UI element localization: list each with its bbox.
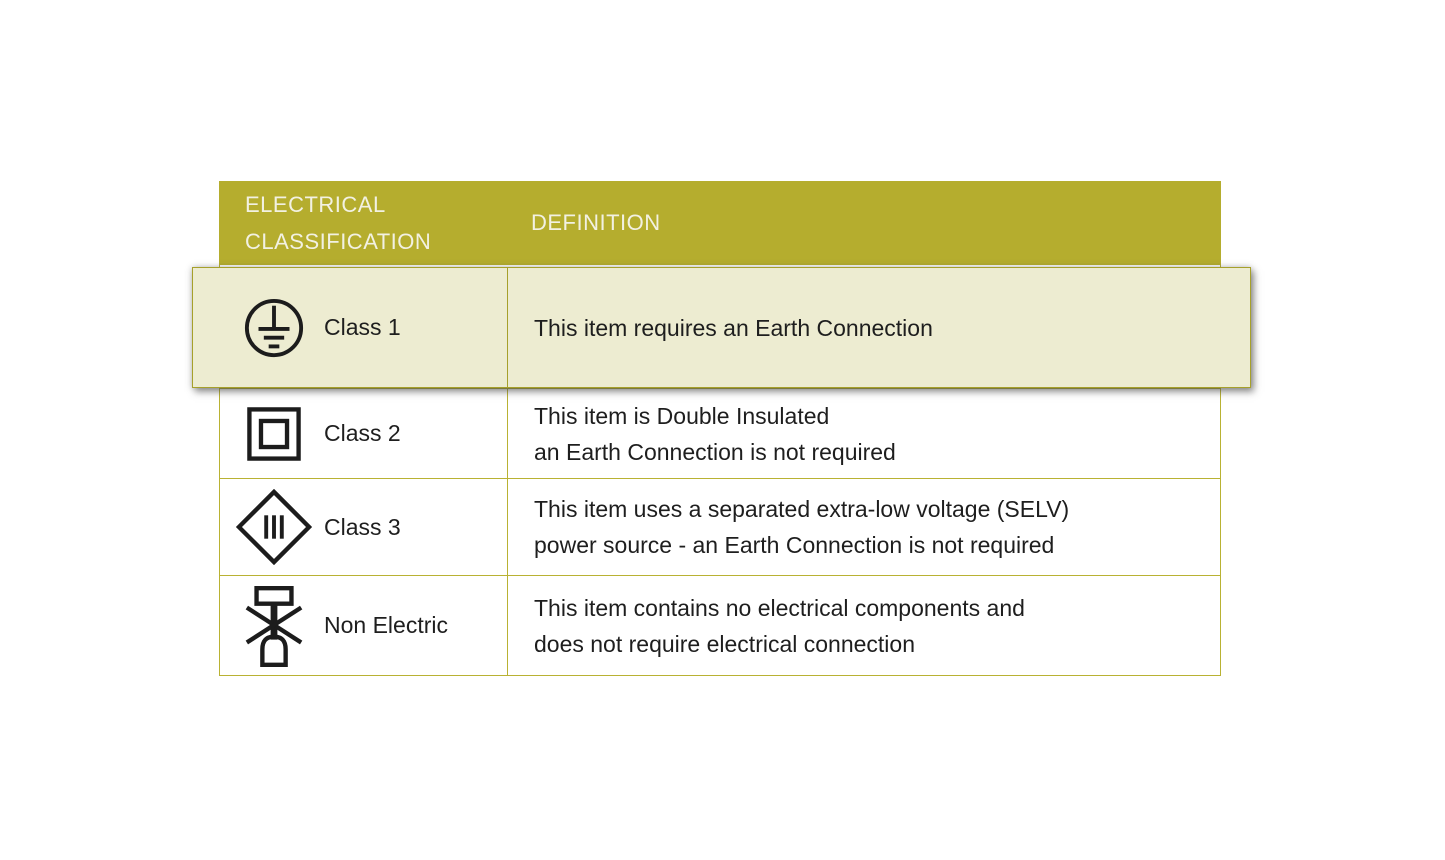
- class-cell: [193, 268, 507, 387]
- header-cell-definition: [506, 181, 1221, 265]
- definition-line: power source - an Earth Connection is not required: [534, 532, 1055, 558]
- definition-cell: [507, 268, 1250, 387]
- double-insulated-icon: [236, 407, 312, 461]
- definition-line: This item contains no electrical components and: [534, 594, 1025, 621]
- definition-cell: [507, 576, 1220, 675]
- earth-connection-icon: [236, 297, 312, 359]
- row-label: Class 1: [324, 314, 401, 340]
- class-cell: [220, 576, 507, 675]
- table-row-class-1-highlighted[interactable]: [192, 267, 1251, 388]
- table-row-non-electric[interactable]: [220, 575, 1220, 675]
- table-header: [219, 181, 1221, 265]
- header-definition-label: DEFINITION: [531, 210, 661, 235]
- classification-table: [219, 181, 1221, 676]
- row-label: Non Electric: [324, 612, 448, 638]
- class-cell: [220, 389, 507, 478]
- header-classification-label: ELECTRICAL CLASSIFICATION: [245, 192, 432, 254]
- row-label: Class 2: [324, 420, 401, 446]
- header-cell-classification: [219, 181, 506, 265]
- definition-cell: [507, 479, 1220, 575]
- definition-line: This item requires an Earth Connection: [534, 314, 933, 341]
- class-cell: [220, 479, 507, 575]
- row-label: Class 3: [324, 513, 401, 540]
- definition-line: does not require electrical connection: [534, 630, 916, 657]
- no-electrical-connection-icon: [236, 585, 312, 667]
- selv-diamond-icon: [236, 489, 312, 565]
- table-row-class-3[interactable]: [220, 478, 1220, 575]
- definition-line: This item is Double Insulated: [534, 402, 830, 429]
- table-row-class-2[interactable]: [220, 388, 1220, 478]
- definition-cell: [507, 389, 1220, 478]
- definition-line: an Earth Connection is not required: [534, 438, 896, 465]
- definition-line: This item uses a separated extra-low voltage (SELV): [534, 496, 1070, 522]
